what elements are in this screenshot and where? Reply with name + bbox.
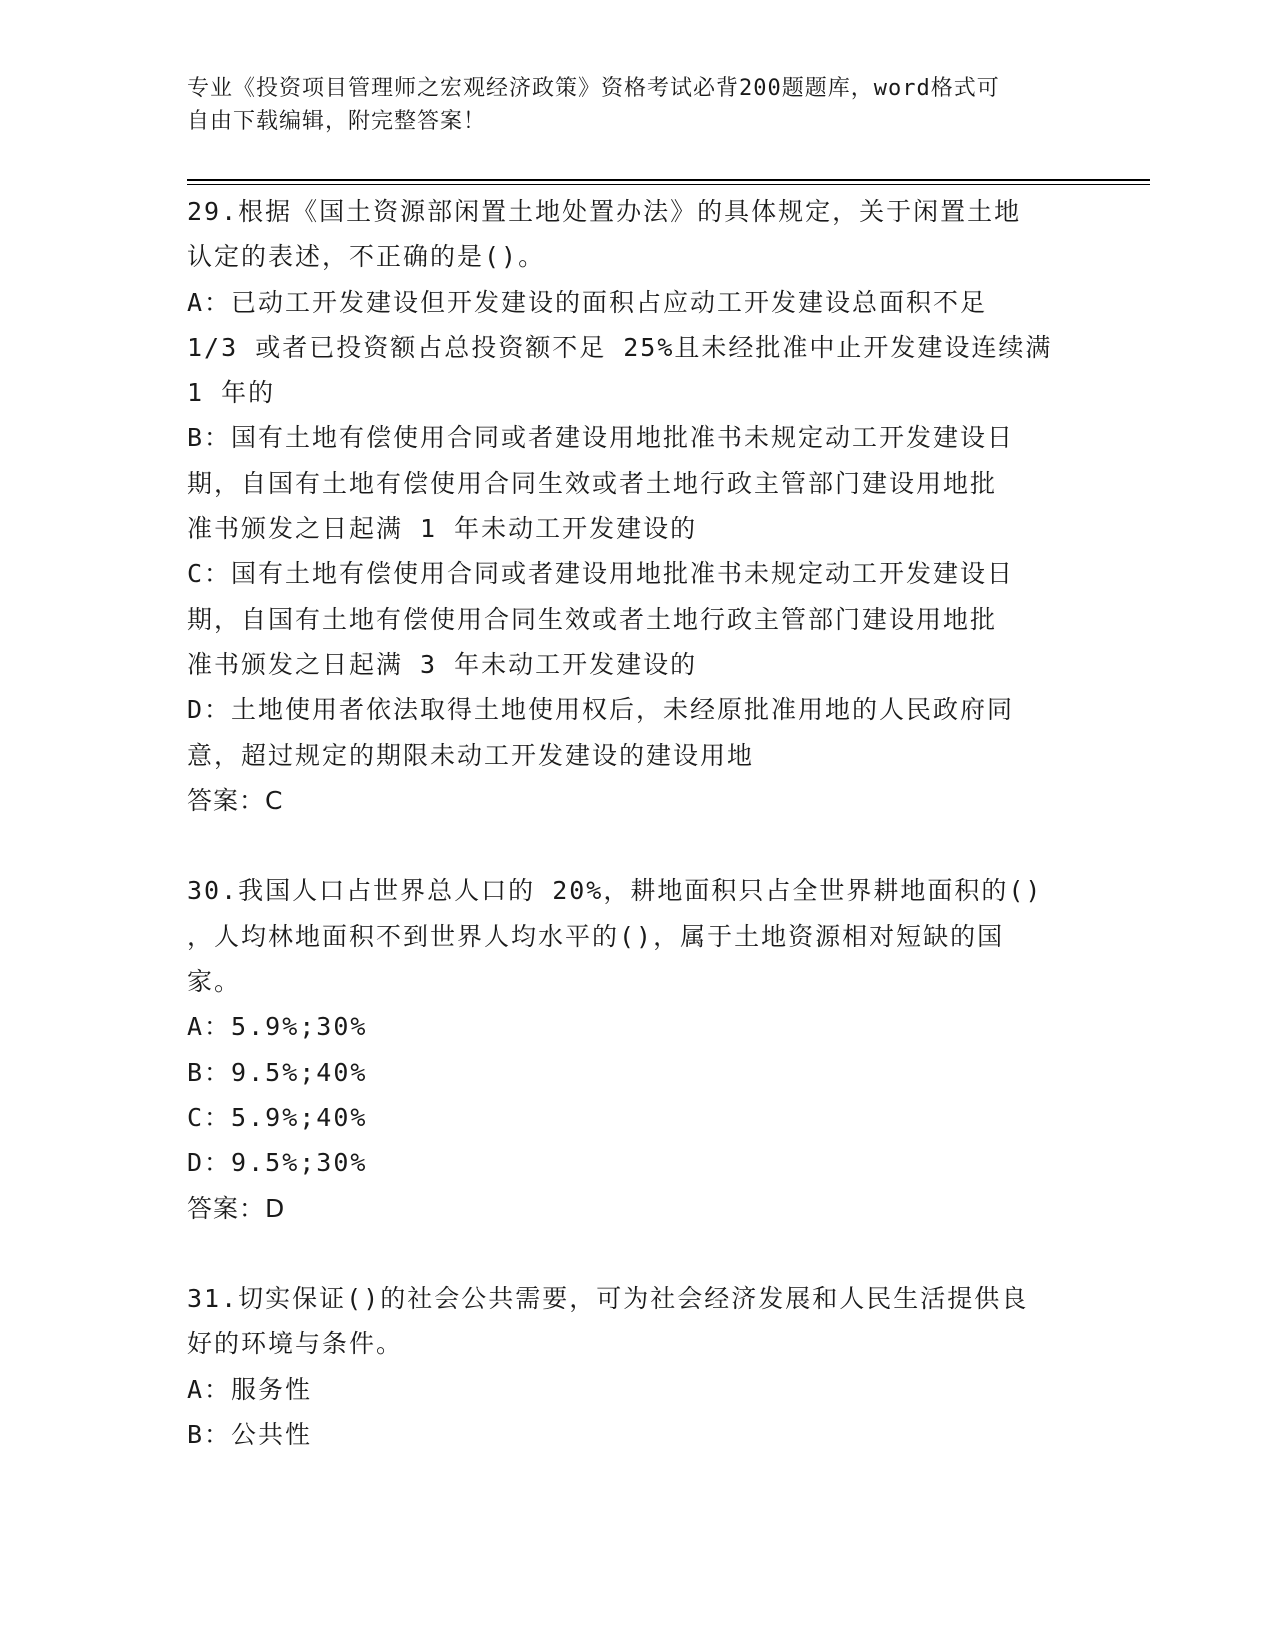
header-line-2: 自由下载编辑，附完整答案！ (187, 109, 487, 134)
option-line: D：土地使用者依法取得土地使用权后，未经原批准用地的人民政府同 (187, 695, 1015, 725)
option-line: B：公共性 (187, 1420, 313, 1450)
question-list (187, 189, 1067, 1457)
header-line-1: 专业《投资项目管理师之宏观经济政策》资格考试必背200题题库，word格式可 (187, 76, 1000, 101)
header-rule-thick (187, 179, 1150, 181)
option-line: 1 年的 (187, 378, 276, 408)
option-line: C：5.9%;40% (187, 1102, 368, 1132)
question-stem-line: 家。 (187, 967, 242, 997)
option-line: 1/3 或者已投资额占总投资额不足 25%且未经批准中止开发建设连续满 (187, 332, 1053, 362)
question-stem-line: 29.根据《国土资源部闲置土地处置办法》的具体规定，关于闲置土地 (187, 197, 1022, 226)
answer-line: 答案：D (187, 1193, 286, 1223)
answer-line: 答案：C (187, 785, 284, 815)
question-stem-line: ，人均林地面积不到世界人均水平的()，属于土地资源相对短缺的国 (187, 921, 1005, 951)
option-line: 期，自国有土地有偿使用合同生效或者土地行政主管部门建设用地批 (187, 468, 998, 498)
question-spacer (187, 1231, 1067, 1276)
option-line: 意，超过规定的期限未动工开发建设的建设用地 (187, 740, 755, 770)
option-line: A：5.9%;30% (187, 1012, 368, 1042)
header-rule-thin (187, 184, 1150, 185)
option-line: A：已动工开发建设但开发建设的面积占应动工开发建设总面积不足 (187, 287, 988, 317)
option-line: 准书颁发之日起满 3 年未动工开发建设的 (187, 649, 698, 679)
question-stem-line: 30.我国人口占世界总人口的 20%，耕地面积只占全世界耕地面积的() (187, 876, 1043, 906)
option-line: 期，自国有土地有偿使用合同生效或者土地行政主管部门建设用地批 (187, 604, 998, 634)
question-stem-line: 好的环境与条件。 (187, 1329, 404, 1359)
document-header (187, 72, 1067, 138)
option-line: A：服务性 (187, 1374, 313, 1404)
question-stem-line: 31.切实保证()的社会公共需要，可为社会经济发展和人民生活提供良 (187, 1284, 1029, 1314)
option-line: D：9.5%;30% (187, 1148, 368, 1178)
option-line: 准书颁发之日起满 1 年未动工开发建设的 (187, 514, 698, 544)
question-29 (187, 189, 1067, 823)
option-line: C：国有土地有偿使用合同或者建设用地批准书未规定动工开发建设日 (187, 559, 1015, 589)
question-30 (187, 868, 1067, 1230)
option-line: B：9.5%;40% (187, 1057, 368, 1087)
question-stem-line: 认定的表述，不正确的是()。 (187, 242, 546, 272)
question-spacer (187, 823, 1067, 868)
question-31 (187, 1276, 1067, 1457)
option-line: B：国有土地有偿使用合同或者建设用地批准书未规定动工开发建设日 (187, 423, 1015, 453)
